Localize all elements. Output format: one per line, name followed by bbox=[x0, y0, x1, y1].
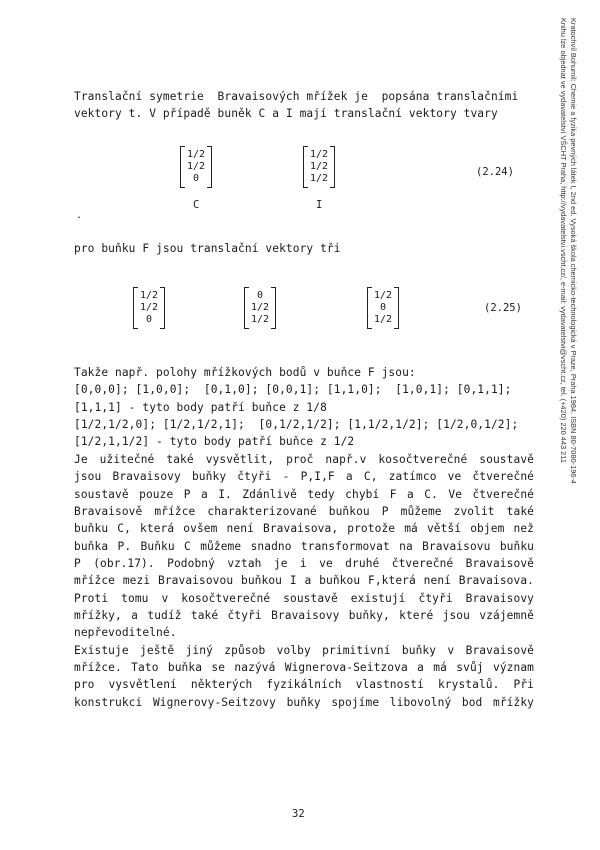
text-line: buňku C, která ovšem není Bravaisova, protože má větší objem než bbox=[74, 522, 534, 535]
vector-f-2 bbox=[244, 287, 276, 329]
vector-entry: 0 bbox=[193, 173, 200, 184]
text-line: jsou Bravaisovy buňky čtyři - P,I,F a C, zatímco ve čtverečné bbox=[74, 470, 534, 483]
text-line: Proti tomu v kosočtverečné soustavě existují čtyři Bravaisovy bbox=[74, 592, 534, 605]
text-line: [1,1,1] - tyto body patří buňce z 1/8 bbox=[74, 401, 327, 414]
text-line: pro vysvětlení některých fyzikálních vlastností krystalů. Při bbox=[74, 678, 534, 691]
vector-entry: 0 bbox=[146, 314, 153, 325]
text-line: [1/2,1,1/2] - tyto body patří buňce z 1/2 bbox=[74, 435, 355, 448]
text-line: pro buňku F jsou translační vektory tři bbox=[74, 242, 341, 255]
text-line: Existuje ještě jiný způsob volby primitivní buňky v Bravaisově bbox=[74, 644, 534, 657]
text-line: mřížce. Tato buňka se nazývá Wignerova-Seitzova a má svůj význam bbox=[74, 661, 534, 674]
vector-f-3 bbox=[367, 287, 399, 329]
text-line: vektory t. V případě buněk C a I mají translační vektory tvary bbox=[74, 107, 498, 120]
text-line: Bravaisově mřížce charakterizované buňkou P můžeme zvolit také bbox=[74, 505, 534, 518]
vector-entry: 1/2 bbox=[310, 173, 329, 184]
vector-entry: 1/2 bbox=[140, 290, 159, 301]
vector-entry: 1/2 bbox=[140, 302, 159, 313]
vector-entry: 1/2 bbox=[187, 149, 206, 160]
text-line: nepřevoditelné. bbox=[74, 626, 177, 639]
vector-entry: 1/2 bbox=[187, 161, 206, 172]
vector-c bbox=[180, 146, 212, 188]
vector-entry: 0 bbox=[257, 290, 264, 301]
text-line: [1/2,1/2,0]; [1/2,1/2,1]; [0,1/2,1/2]; [1,1/2,1/2]; [1/2,0,1/2]; bbox=[74, 418, 519, 431]
text-line: Translační symetrie Bravaisových mřížek je popsána translačními bbox=[74, 90, 519, 103]
side-note-line-1: Kratochvíl Bohumil: Chemie a fyzika pevných látek I, 2nd ed. Vysoká škola chemicko-technologická v Praze, Praha 1984. ISBN 80-7080-196-4 bbox=[569, 18, 578, 484]
vector-f-1 bbox=[133, 287, 165, 329]
vector-entry: 1/2 bbox=[251, 302, 270, 313]
equation-number: (2.24) bbox=[476, 166, 514, 178]
text-line: Takže např. polohy mřížkových bodů v buňce F jsou: bbox=[74, 366, 416, 379]
stray-mark: . bbox=[76, 210, 83, 221]
text-line: buňka P. Buňku C můžeme snadno transformovat na Bravaisovu buňku bbox=[74, 540, 534, 553]
equation-number: (2.25) bbox=[484, 302, 522, 314]
vector-entry: 1/2 bbox=[374, 314, 393, 325]
text-line: mřížce mezi Bravaisovou buňkou I a buňkou F,která není Bravaisova. bbox=[74, 574, 534, 587]
vector-i bbox=[303, 146, 335, 188]
vector-entry: 1/2 bbox=[251, 314, 270, 325]
vector-label-i: I bbox=[316, 199, 323, 211]
text-line: mřížky, a tudíž také čtyři Bravaisovy buňky, které jsou vzájemně bbox=[74, 609, 534, 622]
text-line: konstrukci Wignerovy-Seitzovy buňky spojíme libovolný bod mřížky bbox=[74, 696, 534, 709]
text-line: P (obr.17). Podobný vztah je i ve druhé čtverečné Bravaisově bbox=[74, 557, 534, 570]
side-note bbox=[558, 18, 578, 578]
page-number: 32 bbox=[292, 808, 305, 820]
vector-entry: 1/2 bbox=[374, 290, 393, 301]
text-line: Je užitečné také vysvětlit, proč např.v kosočtverečné soustavě bbox=[74, 453, 534, 466]
vector-entry: 1/2 bbox=[310, 161, 329, 172]
vector-entry: 0 bbox=[380, 302, 387, 313]
text-line: [0,0,0]; [1,0,0]; [0,1,0]; [0,0,1]; [1,1,0]; [1,0,1]; [0,1,1]; bbox=[74, 383, 512, 396]
side-note-line-2: Knihu lze objednat ve vydavatelství VŠCHT Praha, http://vydavatelstvi.vscht.cz/, e-mail: vydavatelstvi@vscht.cz, tel. (+420) 220 443 211 bbox=[559, 18, 568, 463]
vector-entry: 1/2 bbox=[310, 149, 329, 160]
vector-label-c: C bbox=[193, 199, 200, 211]
text-line: soustavě pouze P a I. Zdánlivě tedy chybí F a C. Ve čtverečné bbox=[74, 488, 534, 501]
